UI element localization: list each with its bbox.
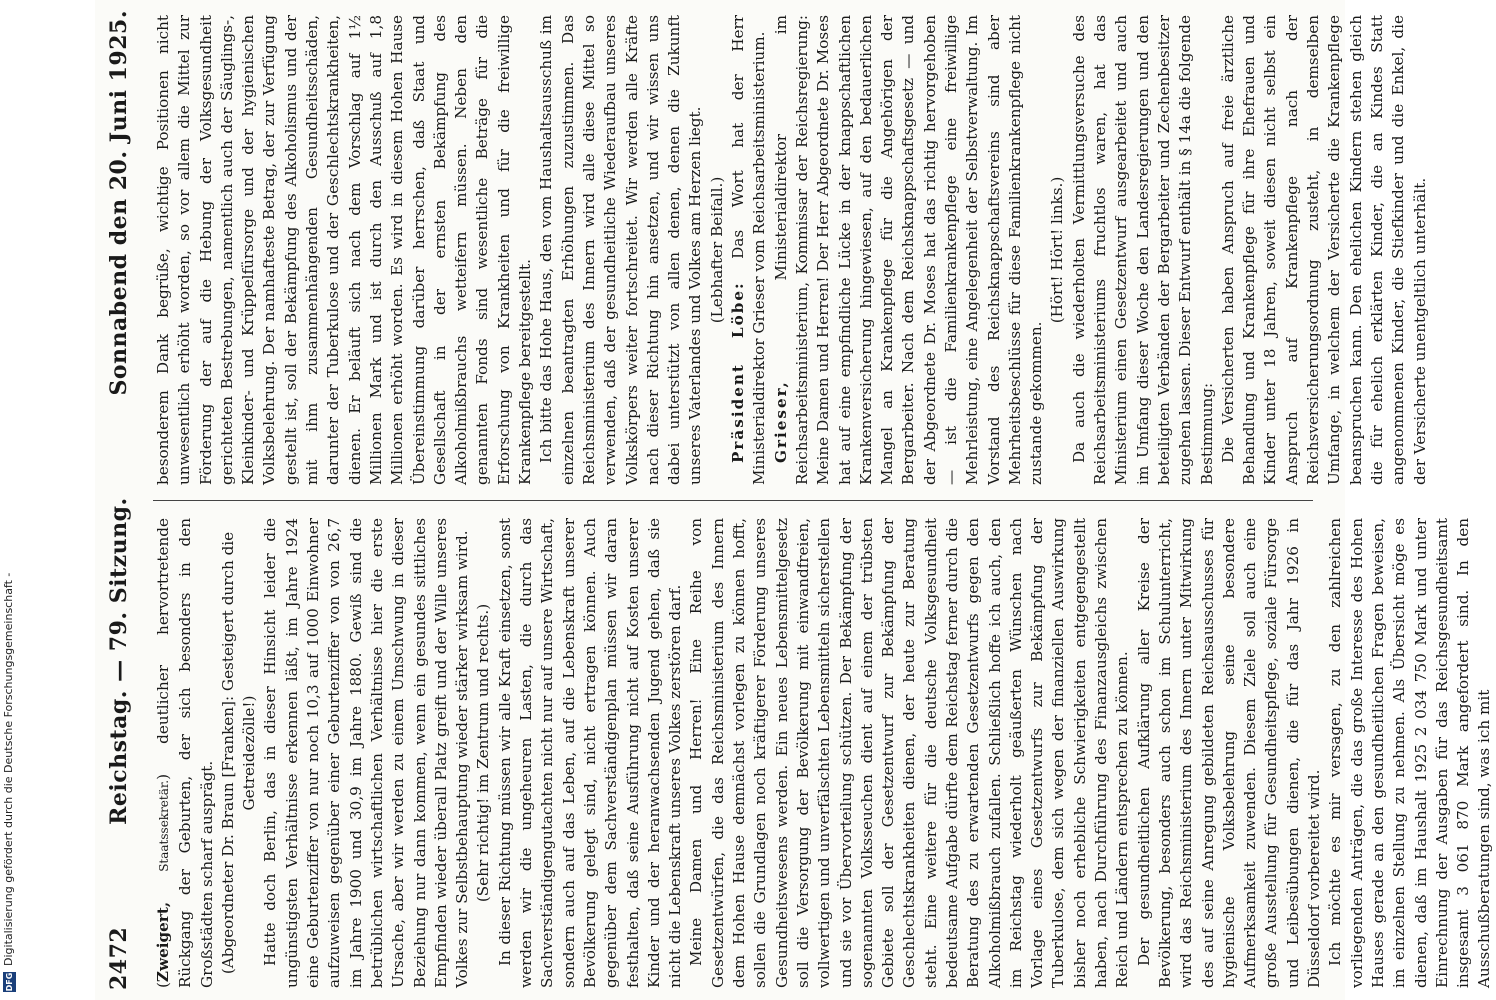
left-paragraph-5: Der gesundheitlichen Aufklärung aller Kreise der Bevölkerung, besonders auch schon im Schulunterricht, wird das Reichsministerium des Innern unter Mitwirkung des auf seine Anregung gebildeten Reichsausschusses für hygienische Volksbelehrung seine besondere Aufmerksamkeit zuwenden. Diesem Ziele soll auch eine große Ausstellung für Gesundheitspflege, soziale Fürsorge und Leibesübungen dienen, die für das Jahr 1926 in Düsseldorf vorbereitet wird. [1134, 518, 1324, 988]
left-paragraph-6: Ich möchte es mir versagen, zu den zahlreichen vorliegenden Anträgen, die das große Interesse des Hohen Hauses gerade an den gesundheitlichen Fragen beweisen, im einzelnen Stellung zu nehmen. Als Übersicht möge es dienen, daß im Haushalt 1925 2 034 750 Mark und unter Einrechnung der Ausgaben für das Reichsgesundheitsamt insgesamt 3 061 870 Mark angefordert sind. In den Ausschußberatungen sind, was ich mit [1326, 518, 1494, 988]
right-column [153, 15, 1429, 485]
president-text: Das Wort hat der Herr Ministerialdirektor Grieser vom Reichsarbeitsministerium. [729, 15, 769, 485]
president-remark [728, 15, 771, 485]
left-paragraph-2: Hatte doch Berlin, das in dieser Hinsicht leider die ungünstigsten Verhältnisse erkennen läßt, im Jahre 1924 eine Geburtenziffer von nur noch 10,3 auf 1000 Einwohner aufzuweisen gegenüber einer Geburtenziffer von von 26,7 im Jahre 1900 und 30,9 im Jahre 1880. Gewiß sind die betrüblichen wirtschaftlichen Verhältnisse hier die erste Ursache, aber wir werden zu einem Umschwung in dieser Beziehung nur dann kommen, wenn ein gesundes sittliches Empfinden wieder überall Platz greift und der Wille unseres Volkes zur Selbstbehauptung wieder stärker wirksam wird. [261, 518, 472, 988]
left-paragraph-1: deutlicher hervortretende Rückgang der Geburten, der sich besonders in den Großstädten scharf ausprägt. [154, 518, 216, 988]
page-header [101, 10, 137, 990]
speaker2-name: Grieser, [771, 380, 790, 463]
right-paragraph-3: Da auch die wiederholten Vermittlungsversuche des Reichsarbeitsministeriums fruchtlos waren, hat das Ministerium einen Gesetzentwurf ausgearbeitet und auch im Umfang dieser Woche den Landesregierungen und den beteiligten Verbänden der Bergarbeiter und Zechenbesitzer zugehen lassen. Dieser Entwurf enthält in § 14a die folgende Bestimmung: [1069, 15, 1216, 485]
right-paragraph-4: Die Versicherten haben Anspruch auf freie ärztliche Behandlung und Krankenpflege für ihre Ehefrauen und Kinder unter 18 Jahren, soweit diesen nicht selbst ein Anspruch auf Krankenpflege nach der Reichsversicherungsordnung zusteht, in demselben Umfange, in welchem der Versicherte die Krankenpflege beanspruchen kann. Den ehelichen Kindern stehen gleich die für ehelich erklärten Kinder, die an Kindes Statt angenommenen Kinder, die Stiefkinder und die Enkel, die der Versicherte unentgeltlich unterhält. [1218, 15, 1429, 485]
scanned-page [95, 0, 1494, 1000]
right-interjection-2: (Hört! Hört! links.) [1048, 176, 1067, 324]
speaker2-text: Ministerialdirektor im Reichsarbeitsministerium, Kommissar der Reichsregierung: Meine Damen und Herren! Der Herr Abgeordnete Dr. Moses hat auf eine empfindliche Lücke in der knappschaftlichen Krankenversicherung hingewiesen, auf den bedauerlichen Mangel an Krankenpflege für die Angehörigen der Bergarbeiter. Nach dem Reichsknappschaftsgesetz — und der Abgeordnete Dr. Moses hat das richtig hervorgehoben — ist die Familienkrankenpflege eine freiwillige Mehrleistung, eine Angelegenheit der Selbstverwaltung. Im Vorstand des Reichsknappschaftsvereins sind aber Mehrheitsbeschlüsse für diese Familienkrankenpflege nicht zustande gekommen. [771, 15, 1046, 485]
digitization-credit-strip [0, 0, 18, 1000]
column-divider [153, 500, 1313, 501]
digitization-credit [0, 0, 18, 1000]
right-interjection-1: (Lebhafter Beifall.) [707, 176, 726, 324]
page-number: 2472 [106, 926, 132, 990]
left-interjection-1: (Abgeordneter Dr. Braun [Franken]: Gesteigert durch die Getreidezölle!) [218, 531, 259, 975]
dfg-logo-icon: DFG [4, 972, 14, 992]
speaker-role: Staatssekretär. [157, 779, 171, 872]
speaker2-remark [771, 15, 1048, 485]
president-name: Präsident Löbe: [729, 281, 748, 463]
left-interjection-2: (Sehr richtig! im Zentrum und rechts.) [474, 603, 493, 903]
credit-text: Digitalisierung gefördert durch die Deutsche Forschungsgemeinschaft - [2, 572, 15, 966]
page-title: Reichstag. — 79. Sitzung. [106, 497, 132, 825]
rotated-page-content [95, 0, 1494, 1000]
left-paragraph-3: In dieser Richtung müssen wir alle Kraft einsetzen, sonst werden wir die ungeheuren Lasten, die durch das Sachverständigengutachten nicht nur auf unsere Wirtschaft, sondern auch auf das Leben, auf die Lebenskraft unserer Bevölkerung gelegt sind, nicht ertragen können. Auch gegenüber dem Sachverständigenplan müssen wir daran festhalten, daß seine Ausführung nicht auf Kosten unserer Kinder und der heranwachsenden Jugend gehen, daß sie nicht die Lebenskraft unseres Volkes zerstören darf. [495, 518, 685, 988]
right-paragraph-2: Ich bitte das Hohe Haus, den vom Haushaltsausschuß im einzelnen beantragten Erhöhungen zuzustimmen. Das Reichsministerium des Innern wird alle diese Mittel so verwenden, daß der gesundheitliche Wiederaufbau unseres Volkskörpers weiter fortschreitet. Wir werden alle Kräfte nach dieser Richtung hin ansetzen, und wir wissen uns dabei unterstützt von allen denen, denen die Zukunft unseres Vaterlandes und Volkes am Herzen liegt. [537, 15, 705, 485]
right-paragraph-1: besonderem Dank begrüße, wichtige Positionen nicht unwesentlich erhöht worden, so vor allem die Mittel zur Förderung der auf die Hebung der Volksgesundheit gerichteten Bestrebungen, namentlich auch der Säuglings-, Kleinkinder- und Krüppelfürsorge und der hygienischen Volksbelehrung. Der namhafteste Betrag, der zur Verfügung gestellt ist, soll der Bekämpfung des Alkoholismus und der mit ihm zusammenhängenden Gesundheitsschäden, darunter der Tuberkulose und der Geschlechtskrankheiten, dienen. Er beläuft sich nach dem Vorschlag auf 1½ Millionen Mark und ist durch den Ausschuß auf 1,8 Millionen erhöht worden. Es wird in diesem Hohen Hause Übereinstimmung darüber herrschen, daß Staat und Gesellschaft in der ernsten Bekämpfung des Alkoholmißbrauchs wetteifern müssen. Neben den genannten Fonds sind wesentliche Beträge für die Erforschung von Krankheiten und für die freiwillige Krankenpflege bereitgestellt. [154, 15, 535, 485]
left-paragraph-4: Meine Damen und Herren! Eine Reihe von Gesetzentwürfen, die das Reichsministerium des Innern dem Hohen Hause demnächst vorlegen zu können hofft, sollen die Grundlagen noch kräftigerer Förderung unseres Gesundheitswesens werden. Ein neues Lebensmittelgesetz soll die Versorgung der Bevölkerung mit einwandfreien, vollwertigen und unverfälschten Lebensmitteln sicherstellen und sie vor Übervorteilung schützen. Der Bekämpfung der sogenannten Volksseuchen dient auf einem der trübsten Gebiete soll der Gesetzentwurf zur Bekämpfung der Geschlechtskrankheiten dienen, der heute zur Beratung steht. Eine weitere für die deutsche Volksgesundheit bedeutsame Aufgabe dürfte dem Reichstag ferner durch die Beratung des zu erwartenden Gesetzentwurfs gegen den Alkoholmißbrauch zufallen. Schließlich hoffe ich auch, den im Reichstag wiederholt geäußerten Wünschen nach Vorlage eines Gesetzentwurfs zur Bekämpfung der Tuberkulose, dem sich wegen der finanziellen Auswirkung bisher noch erhebliche Schwierigkeiten entgegengestellt haben, nach Durchführung des Finanzausgleichs zwischen Reich und Ländern entsprechen zu können. [687, 518, 1132, 988]
speaker-name: Zweigert, [154, 901, 172, 983]
left-column [153, 518, 1494, 988]
page-date: Sonnabend den 20. Juni 1925. [106, 10, 132, 396]
speaker-intro: (Zweigert, Staatssekretär.) deutlicher hervortretende Rückgang der Geburten, der sich besonders in den Großstädten scharf ausprägt. [154, 518, 216, 988]
